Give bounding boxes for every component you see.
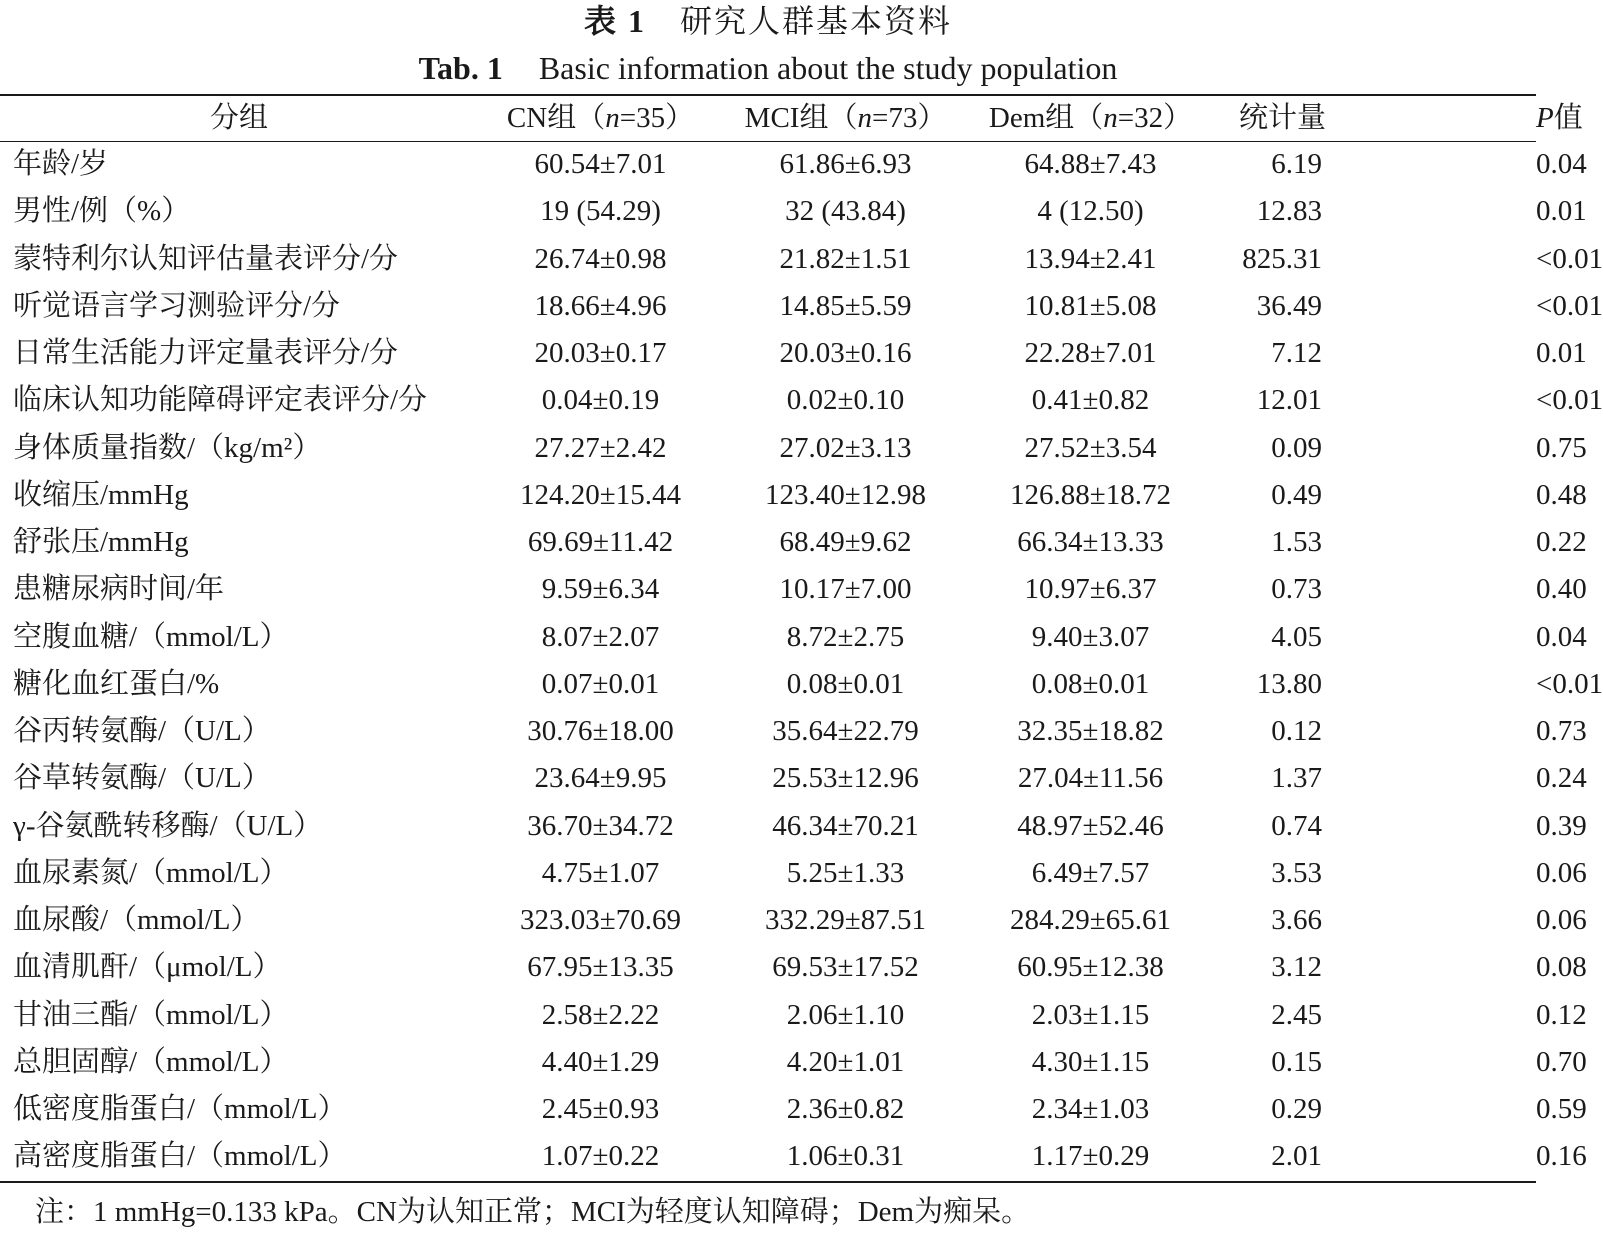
row-label: 听觉语言学习测验评分/分: [13, 289, 341, 322]
cell-dem: 10.81±5.08: [1024, 289, 1157, 322]
cell-mci: 2.06±1.10: [786, 998, 905, 1031]
cell-cn: 124.20±15.44: [520, 478, 681, 511]
cell-cn: 69.69±11.42: [527, 526, 674, 559]
cell-dem: 2.03±1.15: [1031, 998, 1150, 1031]
table-row: 临床认知功能障碍评定表评分/分 0.04±0.19 0.02±0.10 0.41±0.82 12.01 <0.01: [0, 377, 1536, 424]
table-row: 谷草转氨酶/（U/L） 23.64±9.95 25.53±12.96 27.04±11.56 1.37 0.24: [0, 755, 1536, 802]
cell-cn: 0.07±0.01: [541, 667, 660, 700]
cell-dem: 9.40±3.07: [1031, 620, 1150, 653]
cell-mci: 10.17±7.00: [779, 573, 912, 606]
cell-cn: 26.74±0.98: [534, 242, 667, 275]
cell-cn: 60.54±7.01: [534, 148, 667, 181]
row-label: 血尿素氮/（mmol/L）: [13, 856, 289, 889]
cell-dem: 66.34±13.33: [1017, 526, 1164, 559]
table-caption-zh: 研究人群基本资料: [680, 3, 953, 39]
cell-dem: 126.88±18.72: [1010, 478, 1171, 511]
cell-stat: 13.80: [1256, 667, 1322, 700]
cell-stat: 0.49: [1271, 478, 1322, 511]
table-row: 甘油三酯/（mmol/L） 2.58±2.22 2.06±1.10 2.03±1.15 2.45 0.12: [0, 992, 1536, 1039]
cell-mci: 8.72±2.75: [786, 620, 905, 653]
cell-stat: 2.01: [1271, 1140, 1322, 1173]
cell-stat: 0.29: [1271, 1093, 1322, 1126]
cell-mci: 35.64±22.79: [772, 715, 919, 748]
row-label: 收缩压/mmHg: [13, 478, 189, 511]
table-row: 年龄/岁 60.54±7.01 61.86±6.93 64.88±7.43 6.19 0.04: [0, 141, 1536, 188]
bottom-rule: [0, 1181, 1536, 1183]
row-label: 身体质量指数/（kg/m²）: [13, 431, 322, 464]
row-label: γ-谷氨酰转移酶/（U/L）: [13, 809, 323, 842]
table-row: 谷丙转氨酶/（U/L） 30.76±18.00 35.64±22.79 32.35±18.82 0.12 0.73: [0, 708, 1536, 755]
table-row: 空腹血糖/（mmol/L） 8.07±2.07 8.72±2.75 9.40±3.07 4.05 0.04: [0, 614, 1536, 661]
cell-mci: 2.36±0.82: [786, 1093, 905, 1126]
cell-dem: 13.94±2.41: [1024, 242, 1157, 275]
cell-cn: 2.45±0.93: [541, 1093, 660, 1126]
cell-stat: 36.49: [1256, 289, 1322, 322]
row-label: 甘油三酯/（mmol/L）: [13, 998, 289, 1031]
cell-mci: 61.86±6.93: [779, 148, 912, 181]
data-table: [0, 96, 1603, 1181]
row-label: 低密度脂蛋白/（mmol/L）: [13, 1093, 347, 1126]
cell-stat: 12.83: [1256, 195, 1322, 228]
cell-dem: 0.08±0.01: [1031, 667, 1150, 700]
cell-dem: 10.97±6.37: [1024, 573, 1157, 606]
cell-stat: 6.19: [1271, 148, 1322, 181]
cell-cn: 9.59±6.34: [541, 573, 660, 606]
row-label: 日常生活能力评定量表评分/分: [13, 337, 399, 370]
table-row: 患糖尿病时间/年 9.59±6.34 10.17±7.00 10.97±6.37 0.73 0.40: [0, 566, 1536, 613]
table-body: [0, 141, 1603, 1181]
cell-dem: 2.34±1.03: [1031, 1093, 1150, 1126]
cell-cn: 67.95±13.35: [527, 951, 674, 984]
row-label: 舒张压/mmHg: [13, 526, 189, 559]
cell-mci: 14.85±5.59: [779, 289, 912, 322]
cell-mci: 20.03±0.16: [779, 337, 912, 370]
cell-stat: 0.12: [1271, 715, 1322, 748]
header-row: 分组 CN组（n=35） MCI组（n=73） Dem组（n=32） 统计量 P值: [0, 96, 1536, 141]
row-label: 总胆固醇/（mmol/L）: [13, 1045, 289, 1078]
cell-mci: 21.82±1.51: [779, 242, 912, 275]
cell-stat: 0.74: [1271, 809, 1322, 842]
cell-dem: 4 (12.50): [1037, 195, 1144, 228]
cell-mci: 4.20±1.01: [786, 1045, 905, 1078]
row-label: 患糖尿病时间/年: [13, 573, 225, 606]
cell-stat: 7.12: [1271, 337, 1322, 370]
row-label: 谷丙转氨酶/（U/L）: [13, 715, 271, 748]
cell-mci: 5.25±1.33: [786, 856, 905, 889]
cell-dem: 1.17±0.29: [1031, 1140, 1150, 1173]
row-label: 血尿酸/（mmol/L）: [13, 904, 260, 937]
table-row: 蒙特利尔认知评估量表评分/分 26.74±0.98 21.82±1.51 13.94±2.41 825.31 <0.01: [0, 236, 1536, 283]
table-row: 男性/例（%） 19 (54.29) 32 (43.84) 4 (12.50) 12.83 0.01: [0, 188, 1536, 235]
table-row: 高密度脂蛋白/（mmol/L） 1.07±0.22 1.06±0.31 1.17±0.29 2.01 0.16: [0, 1133, 1536, 1180]
table-row: 身体质量指数/（kg/m²） 27.27±2.42 27.02±3.13 27.52±3.54 0.09 0.75: [0, 425, 1536, 472]
table-number-en: Tab. 1: [418, 50, 503, 86]
cell-mci: 32 (43.84): [785, 195, 906, 228]
cell-stat: 0.15: [1271, 1045, 1322, 1078]
cell-dem: 48.97±52.46: [1017, 809, 1164, 842]
cell-mci: 27.02±3.13: [779, 431, 912, 464]
cell-mci: 46.34±70.21: [772, 809, 919, 842]
table-footnote: 注：1 mmHg=0.133 kPa。CN为认知正常；MCI为轻度认知障碍；Dem为痴呆。: [35, 1196, 1031, 1228]
table-row: 舒张压/mmHg 69.69±11.42 68.49±9.62 66.34±13.33 1.53 0.22: [0, 519, 1536, 566]
cell-cn: 36.70±34.72: [527, 809, 674, 842]
cell-mci: 0.02±0.10: [786, 384, 905, 417]
row-label: 高密度脂蛋白/（mmol/L）: [13, 1140, 347, 1173]
table-row: 血尿素氮/（mmol/L） 4.75±1.07 5.25±1.33 6.49±7.57 3.53 0.06: [0, 850, 1536, 897]
cell-stat: 12.01: [1256, 384, 1322, 417]
cell-stat: 3.12: [1271, 951, 1322, 984]
cell-mci: 332.29±87.51: [765, 904, 926, 937]
cell-cn: 4.40±1.29: [541, 1045, 660, 1078]
cell-mci: 68.49±9.62: [779, 526, 912, 559]
cell-stat: 0.09: [1271, 431, 1322, 464]
cell-cn: 30.76±18.00: [527, 715, 674, 748]
cell-cn: 4.75±1.07: [541, 856, 660, 889]
cell-cn: 27.27±2.42: [534, 431, 667, 464]
cell-dem: 27.52±3.54: [1024, 431, 1157, 464]
cell-cn: 1.07±0.22: [541, 1140, 660, 1173]
cell-stat: 3.53: [1271, 856, 1322, 889]
cell-cn: 0.04±0.19: [541, 384, 660, 417]
cell-dem: 64.88±7.43: [1024, 148, 1157, 181]
cell-stat: 825.31: [1242, 242, 1322, 275]
cell-dem: 22.28±7.01: [1024, 337, 1157, 370]
cell-stat: 1.53: [1271, 526, 1322, 559]
cell-dem: 284.29±65.61: [1010, 904, 1171, 937]
table-row: 听觉语言学习测验评分/分 18.66±4.96 14.85±5.59 10.81±5.08 36.49 <0.01: [0, 283, 1536, 330]
table-row: 血清肌酐/（μmol/L） 67.95±13.35 69.53±17.52 60.95±12.38 3.12 0.08: [0, 944, 1536, 991]
cell-dem: 6.49±7.57: [1031, 856, 1150, 889]
cell-cn: 19 (54.29): [540, 195, 661, 228]
cell-cn: 20.03±0.17: [534, 337, 667, 370]
table-row: γ-谷氨酰转移酶/（U/L） 36.70±34.72 46.34±70.21 48.97±52.46 0.74 0.39: [0, 803, 1536, 850]
row-label: 糖化血红蛋白/%: [13, 667, 220, 700]
row-label: 蒙特利尔认知评估量表评分/分: [13, 242, 399, 275]
table-row: 低密度脂蛋白/（mmol/L） 2.45±0.93 2.36±0.82 2.34±1.03 0.29 0.59: [0, 1086, 1536, 1133]
cell-mci: 69.53±17.52: [772, 951, 919, 984]
cell-cn: 323.03±70.69: [520, 904, 681, 937]
table-number-zh: 表 1: [583, 3, 646, 39]
header-cn: CN组（n=35）: [506, 102, 695, 134]
cell-stat: 4.05: [1271, 620, 1322, 653]
cell-mci: 123.40±12.98: [765, 478, 926, 511]
row-label: 临床认知功能障碍评定表评分/分: [13, 384, 428, 417]
header-stat: 统计量: [1238, 102, 1326, 134]
table-row: 糖化血红蛋白/% 0.07±0.01 0.08±0.01 0.08±0.01 13.80 <0.01: [0, 661, 1536, 708]
table-row: 总胆固醇/（mmol/L） 4.40±1.29 4.20±1.01 4.30±1.15 0.15 0.70: [0, 1039, 1536, 1086]
table-caption-en: Basic information about the study population: [538, 50, 1118, 86]
cell-dem: 27.04±11.56: [1017, 762, 1164, 795]
header-mci: MCI组（n=73）: [744, 102, 947, 134]
table-title-en: [0, 46, 1536, 90]
cell-cn: 2.58±2.22: [541, 998, 660, 1031]
row-label: 男性/例（%）: [13, 195, 191, 228]
table-row: 血尿酸/（mmol/L） 323.03±70.69 332.29±87.51 284.29±65.61 3.66 0.06: [0, 897, 1536, 944]
cell-cn: 18.66±4.96: [534, 289, 667, 322]
cell-mci: 0.08±0.01: [786, 667, 905, 700]
row-label: 血清肌酐/（μmol/L）: [13, 951, 282, 984]
table-row: 收缩压/mmHg 124.20±15.44 123.40±12.98 126.88±18.72 0.49 0.48: [0, 472, 1536, 519]
cell-dem: 60.95±12.38: [1017, 951, 1164, 984]
cell-dem: 4.30±1.15: [1031, 1045, 1150, 1078]
row-label: 年龄/岁: [13, 148, 109, 181]
cell-mci: 1.06±0.31: [786, 1140, 905, 1173]
table-row: 日常生活能力评定量表评分/分 20.03±0.17 20.03±0.16 22.28±7.01 7.12 0.01: [0, 330, 1536, 377]
cell-stat: 1.37: [1271, 762, 1322, 795]
cell-stat: 3.66: [1271, 904, 1322, 937]
cell-cn: 23.64±9.95: [534, 762, 667, 795]
row-label: 空腹血糖/（mmol/L）: [13, 620, 289, 653]
header-group: 分组: [209, 102, 268, 134]
row-label: 谷草转氨酶/（U/L）: [13, 762, 271, 795]
cell-dem: 32.35±18.82: [1017, 715, 1164, 748]
table-title-zh: [0, 0, 1536, 44]
header-dem: Dem组（n=32）: [988, 102, 1193, 134]
cell-stat: 2.45: [1271, 998, 1322, 1031]
cell-mci: 25.53±12.96: [772, 762, 919, 795]
cell-stat: 0.73: [1271, 573, 1322, 606]
cell-cn: 8.07±2.07: [541, 620, 660, 653]
cell-dem: 0.41±0.82: [1031, 384, 1150, 417]
